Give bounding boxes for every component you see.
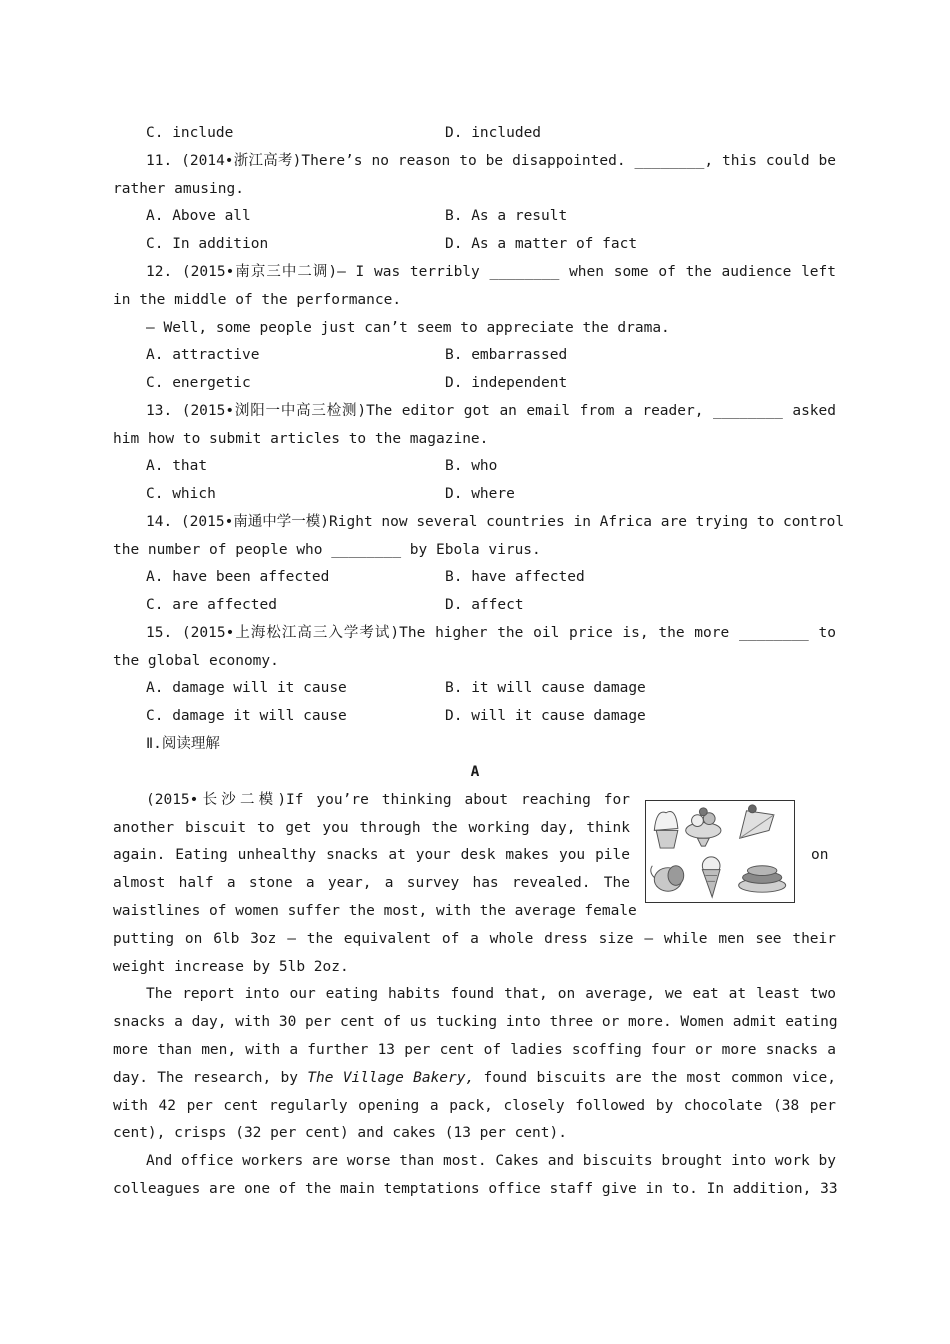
paragraph-1-line-3: again. Eating unhealthy snacks at your desk makes you pile (113, 847, 630, 863)
paragraph-2-line-4-end: found biscuits are the most common vice, (474, 1070, 836, 1086)
paragraph-3-line-2: colleagues are one of the main temptations office staff give in to. In addition, 33 (113, 1181, 838, 1197)
question-12-reply: — Well, some people just can’t seem to appreciate the drama. (146, 320, 670, 336)
option-d-12: D. independent (445, 375, 568, 391)
question-15-cont: the global economy. (113, 653, 279, 669)
option-b-13: B. who (445, 458, 498, 474)
option-c-14: C. are affected (146, 597, 277, 613)
paragraph-1-line-2: another biscuit to get you through the working day, think (113, 820, 630, 836)
paragraph-2-line-4-start: day. The research, by (113, 1070, 308, 1086)
paragraph-2-line-3: more than men, with a further 13 per cent of ladies scoffing four or more snacks a (113, 1042, 836, 1058)
question-14: 14. (2015•南通中学一模)Right now several countries in Africa are trying to control (146, 514, 845, 530)
paragraph-2-line-2: snacks a day, with 30 per cent of us tucking into three or more. Women admit eating (113, 1014, 838, 1030)
question-12: 12. (2015•南京三中二调)— I was terribly ________ when some of the audience left (146, 264, 836, 280)
option-d-10: D. included (445, 125, 542, 141)
option-a-13: A. that (146, 458, 208, 474)
paragraph-2-line-1: The report into our eating habits found that, on average, we eat at least two (146, 986, 836, 1002)
option-a-11: A. Above all (146, 208, 251, 224)
option-c-11: C. In addition (146, 236, 269, 252)
question-13-cont: him how to submit articles to the magazine. (113, 431, 489, 447)
option-b-15: B. it will cause damage (445, 680, 646, 696)
paragraph-1-line-6: putting on 6lb 3oz — the equivalent of a whole dress size — while men see their (113, 931, 836, 947)
paragraph-3-line-1: And office workers are worse than most. Cakes and biscuits brought into work by (146, 1153, 836, 1169)
passage-label: A (470, 764, 480, 780)
option-b-12: B. embarrassed (445, 347, 568, 363)
question-13: 13. (2015•浏阳一中高三检测)The editor got an email from a reader, ________ asked (146, 403, 836, 419)
paragraph-1-line-1: (2015•长沙二模)If you’re thinking about reaching for (146, 792, 630, 808)
paragraph-2-line-6: cent), crisps (32 per cent) and cakes (13 per cent). (113, 1125, 567, 1141)
option-a-14: A. have been affected (146, 569, 330, 585)
option-d-13: D. where (445, 486, 515, 502)
snack-foods-illustration (646, 801, 794, 902)
option-d-11: D. As a matter of fact (445, 236, 638, 252)
option-c-15: C. damage it will cause (146, 708, 347, 724)
option-b-14: B. have affected (445, 569, 585, 585)
option-c-10: C. include (146, 125, 234, 141)
option-d-14: D. affect (445, 597, 524, 613)
paragraph-1-line-7: weight increase by 5lb 2oz. (113, 959, 349, 975)
option-b-11: B. As a result (445, 208, 568, 224)
option-a-12: A. attractive (146, 347, 260, 363)
option-c-12: C. energetic (146, 375, 251, 391)
paragraph-2-line-4 (113, 1068, 836, 1088)
question-14-cont: the number of people who ________ by Ebola virus. (113, 542, 541, 558)
question-11: 11. (2014•浙江高考)There’s no reason to be disappointed. ________, this could be (146, 153, 836, 169)
option-a-15: A. damage will it cause (146, 680, 347, 696)
snacks-image (645, 800, 795, 903)
bakery-name: The Village Bakery, (307, 1070, 475, 1086)
paragraph-1-line-5: waistlines of women suffer the most, with the average female (113, 903, 637, 919)
paragraph-1-line-4: almost half a stone a year, a survey has revealed. The (113, 875, 630, 891)
paragraph-1-line-3-end: on (811, 847, 829, 863)
paragraph-2-line-5: with 42 per cent regularly opening a pack, closely followed by chocolate (38 per (113, 1098, 836, 1114)
option-c-13: C. which (146, 486, 216, 502)
question-11-cont: rather amusing. (113, 181, 244, 197)
question-12-cont: in the middle of the performance. (113, 292, 402, 308)
question-15: 15. (2015•上海松江高三入学考试)The higher the oil price is, the more ________ to (146, 625, 836, 641)
option-d-15: D. will it cause damage (445, 708, 646, 724)
section-heading: Ⅱ.阅读理解 (146, 736, 220, 752)
